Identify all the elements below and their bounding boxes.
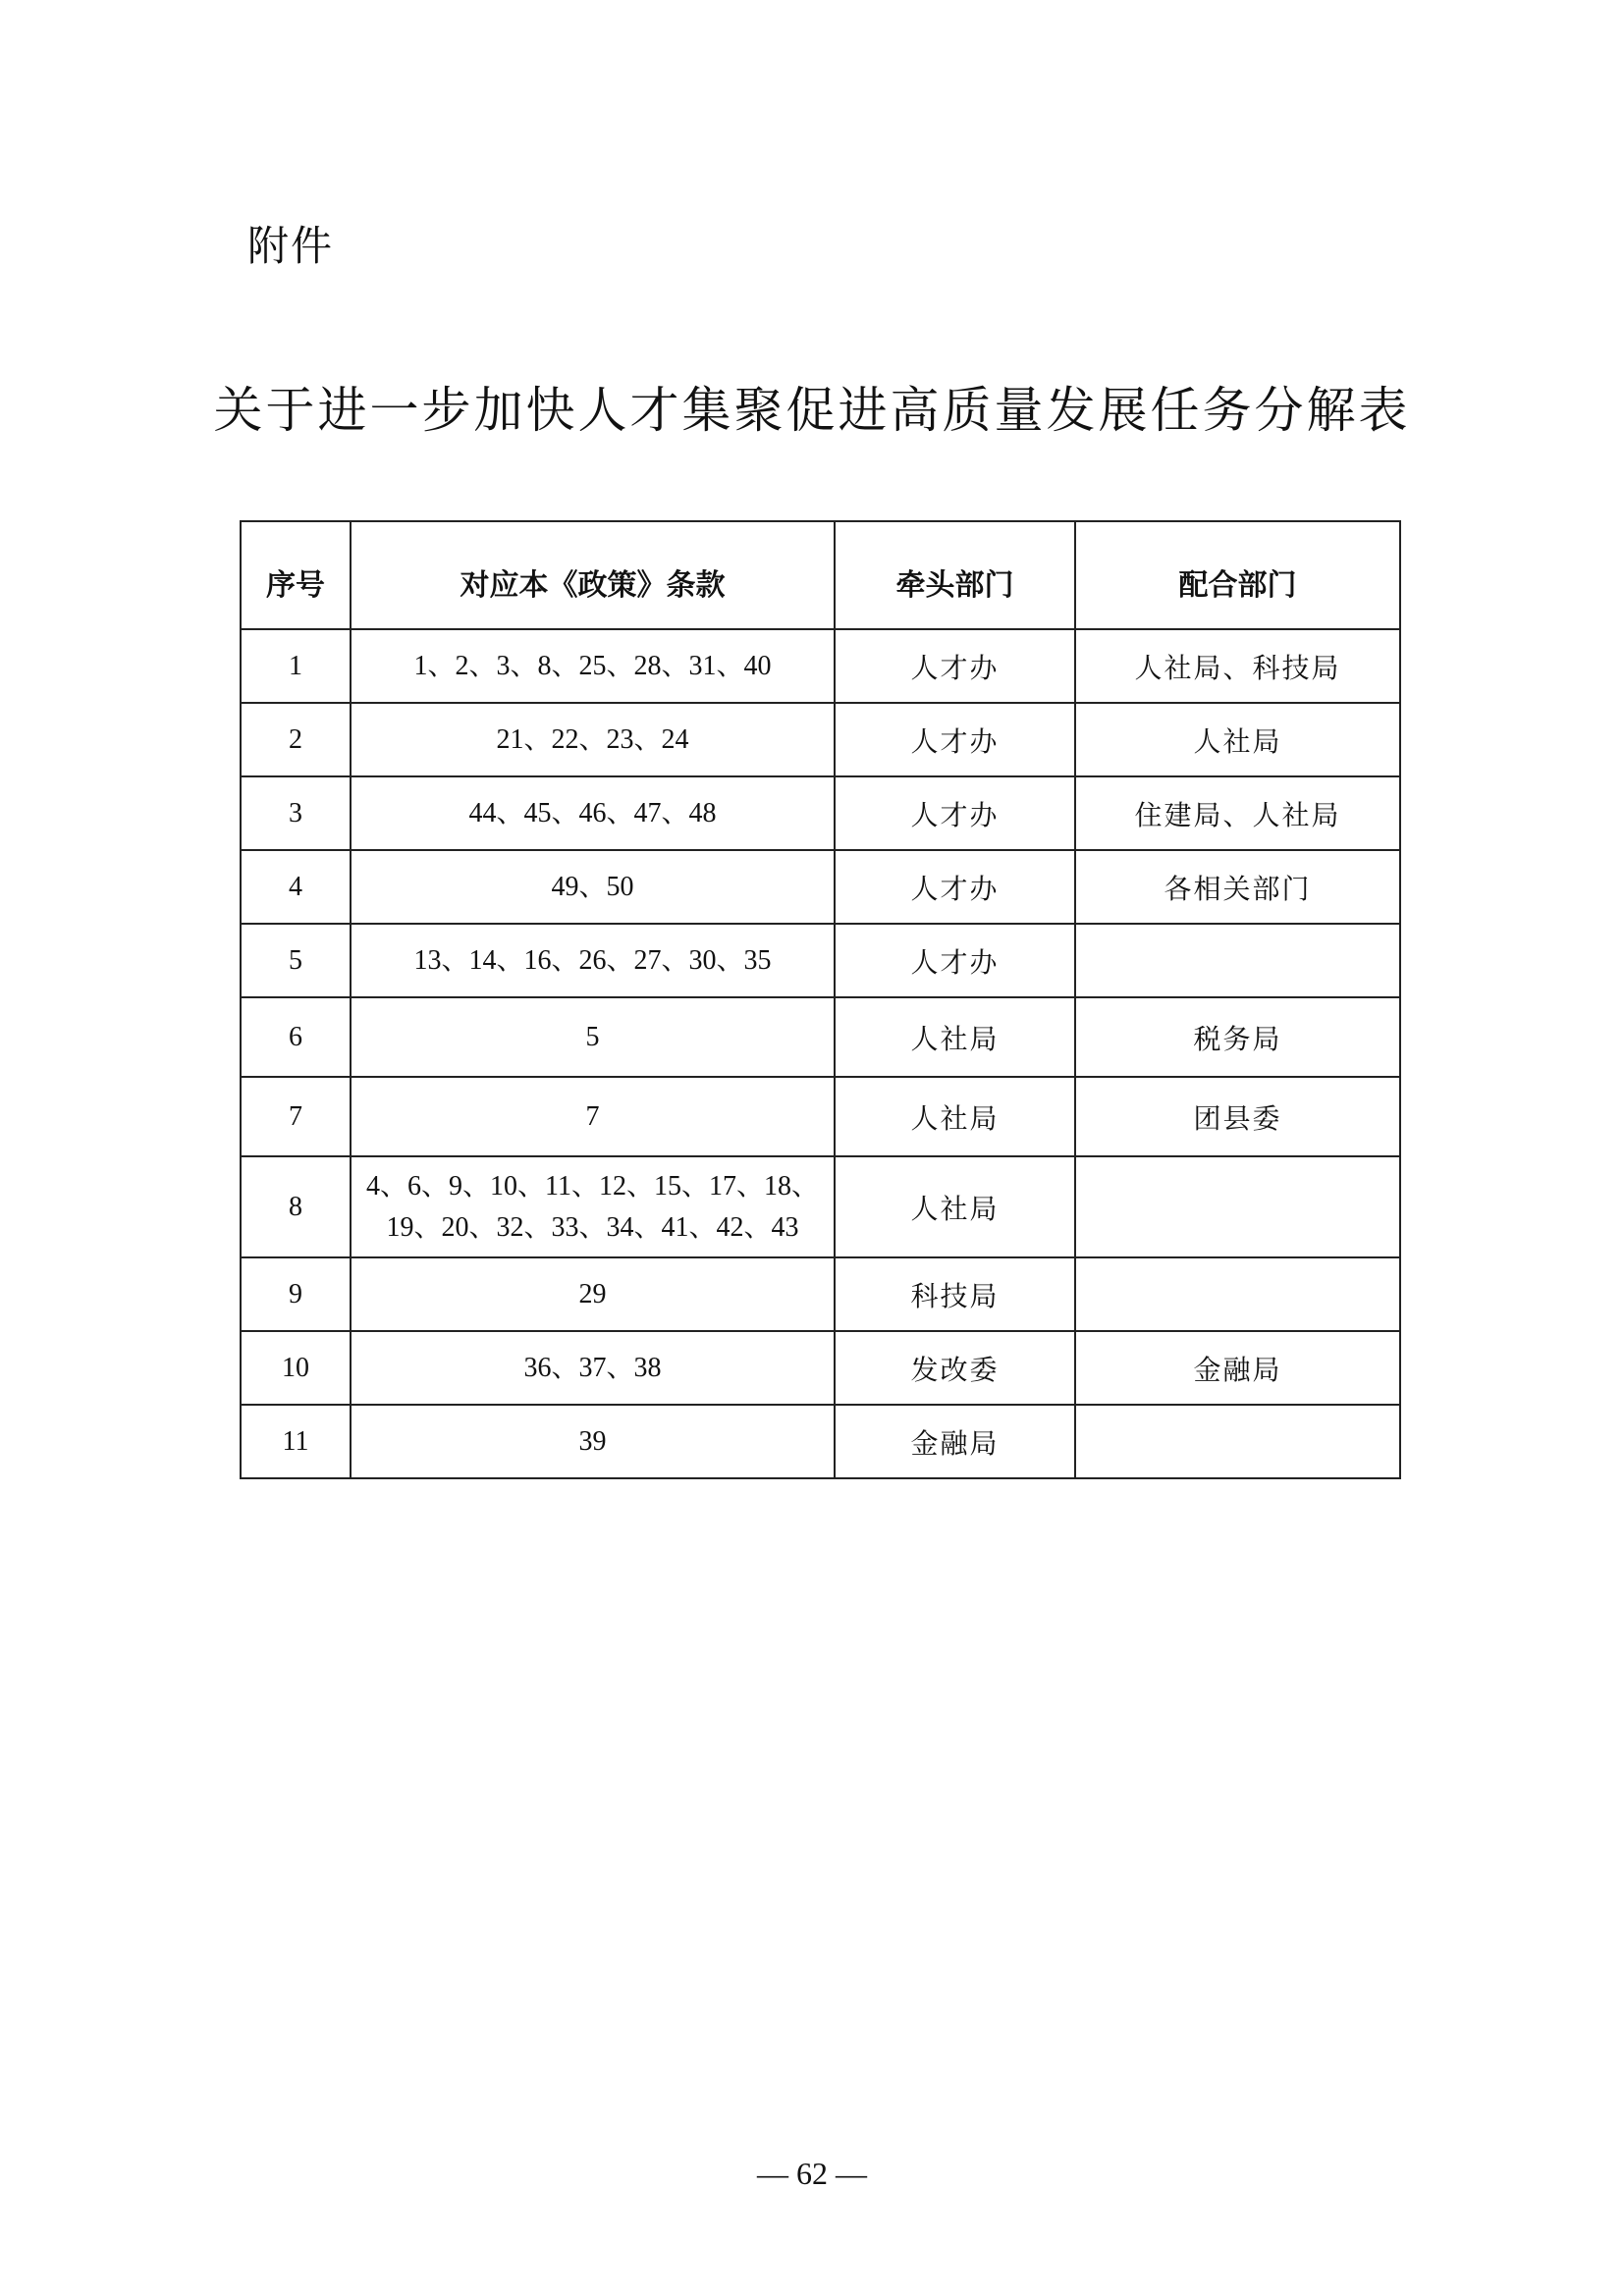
row-index: 3 — [241, 776, 351, 850]
row-lead-department: 人才办 — [835, 924, 1075, 997]
header-index: 序号 — [241, 521, 351, 629]
task-table — [240, 520, 1401, 1479]
row-clauses: 13、14、16、26、27、30、35 — [351, 924, 835, 997]
row-cooperating-department — [1075, 1156, 1400, 1257]
annex-label: 附件 — [247, 222, 335, 270]
row-cooperating-department: 税务局 — [1075, 997, 1400, 1077]
row-cooperating-department — [1075, 1257, 1400, 1331]
row-clauses: 29 — [351, 1257, 835, 1331]
row-clauses-line: 4、6、9、10、11、12、15、17、18、 — [366, 1170, 819, 1201]
row-clauses: 39 — [351, 1405, 835, 1478]
table-row — [241, 776, 1400, 850]
row-cooperating-department: 团县委 — [1075, 1077, 1400, 1156]
row-lead-department: 人社局 — [835, 997, 1075, 1077]
row-index: 1 — [241, 629, 351, 703]
row-cooperating-department — [1075, 924, 1400, 997]
table-row — [241, 850, 1400, 924]
row-index: 8 — [241, 1156, 351, 1257]
row-clauses: 49、50 — [351, 850, 835, 924]
row-clauses: 44、45、46、47、48 — [351, 776, 835, 850]
row-clauses-line: 19、20、32、33、34、41、42、43 — [386, 1211, 799, 1243]
row-cooperating-department: 金融局 — [1075, 1331, 1400, 1405]
header-clauses: 对应本《政策》条款 — [351, 521, 835, 629]
row-index: 9 — [241, 1257, 351, 1331]
row-index: 5 — [241, 924, 351, 997]
row-index: 2 — [241, 703, 351, 776]
row-index: 10 — [241, 1331, 351, 1405]
table-row — [241, 924, 1400, 997]
row-lead-department: 人才办 — [835, 850, 1075, 924]
row-index: 7 — [241, 1077, 351, 1156]
header-lead-department: 牵头部门 — [835, 521, 1075, 629]
table-row — [241, 1156, 1400, 1257]
document-title: 关于进一步加快人才集聚促进高质量发展任务分解表 — [213, 382, 1411, 439]
table-row — [241, 629, 1400, 703]
row-cooperating-department: 人社局 — [1075, 703, 1400, 776]
row-lead-department: 人才办 — [835, 629, 1075, 703]
row-clauses: 7 — [351, 1077, 835, 1156]
table-row — [241, 997, 1400, 1077]
row-clauses — [351, 1156, 835, 1257]
table-row — [241, 1331, 1400, 1405]
row-lead-department: 人才办 — [835, 776, 1075, 850]
row-cooperating-department: 人社局、科技局 — [1075, 629, 1400, 703]
table-row — [241, 1077, 1400, 1156]
row-cooperating-department: 住建局、人社局 — [1075, 776, 1400, 850]
row-clauses: 1、2、3、8、25、28、31、40 — [351, 629, 835, 703]
row-lead-department: 人社局 — [835, 1077, 1075, 1156]
row-clauses: 36、37、38 — [351, 1331, 835, 1405]
row-index: 11 — [241, 1405, 351, 1478]
row-lead-department: 人才办 — [835, 703, 1075, 776]
row-cooperating-department: 各相关部门 — [1075, 850, 1400, 924]
row-lead-department: 人社局 — [835, 1156, 1075, 1257]
page-number: — 62 — — [757, 2156, 867, 2191]
row-lead-department: 金融局 — [835, 1405, 1075, 1478]
row-clauses: 21、22、23、24 — [351, 703, 835, 776]
table-row — [241, 1405, 1400, 1478]
row-index: 6 — [241, 997, 351, 1077]
row-cooperating-department — [1075, 1405, 1400, 1478]
row-lead-department: 科技局 — [835, 1257, 1075, 1331]
row-clauses: 5 — [351, 997, 835, 1077]
row-lead-department: 发改委 — [835, 1331, 1075, 1405]
row-index: 4 — [241, 850, 351, 924]
table-row — [241, 1257, 1400, 1331]
header-cooperating-department: 配合部门 — [1075, 521, 1400, 629]
table-row — [241, 703, 1400, 776]
table-header-row — [241, 521, 1400, 629]
